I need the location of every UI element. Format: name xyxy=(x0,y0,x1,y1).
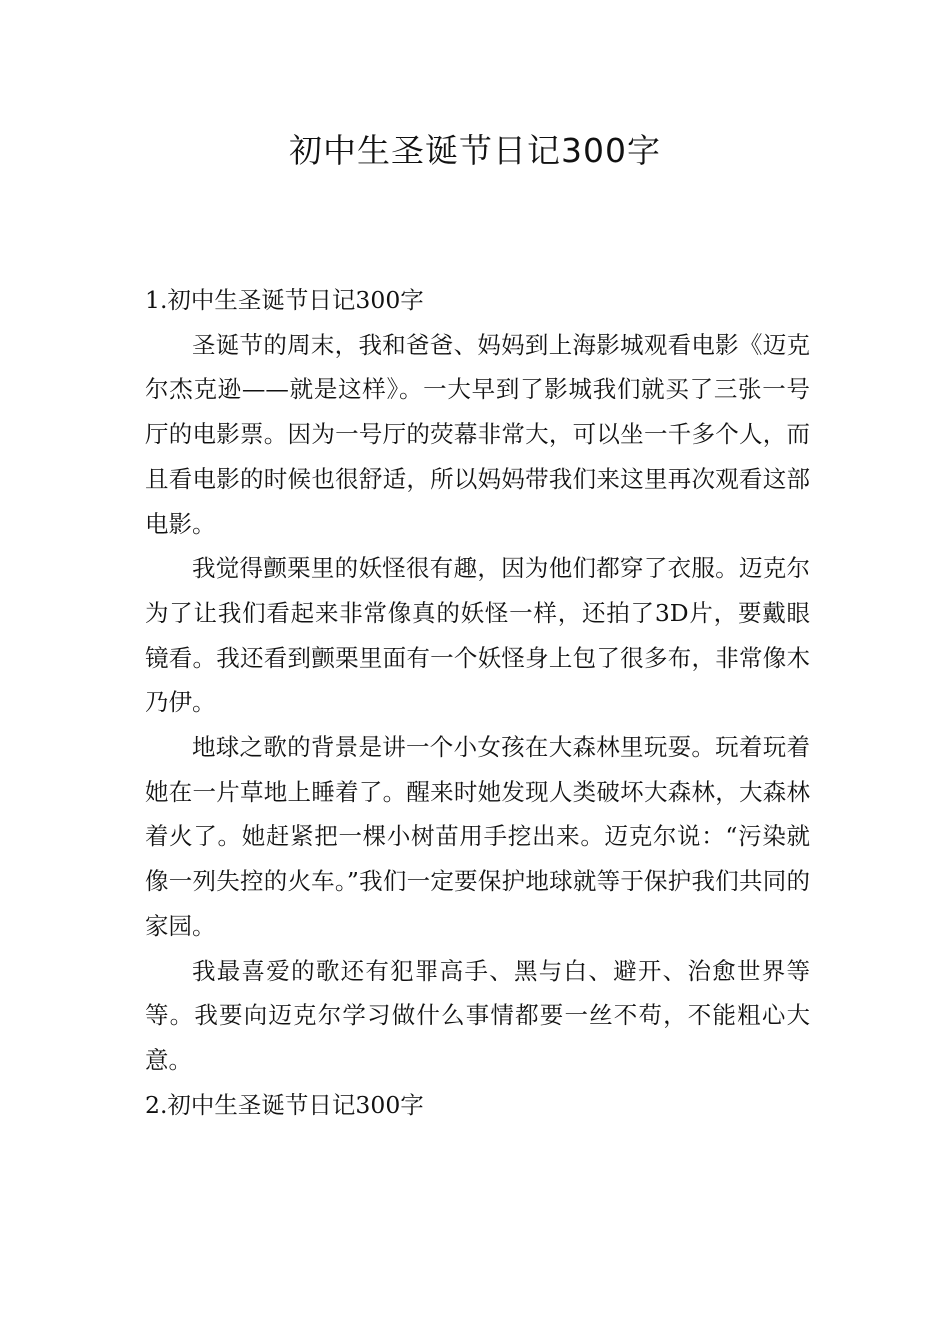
section-heading-1: 1.初中生圣诞节日记300字 xyxy=(145,286,424,314)
paragraph-1: 圣诞节的周末，我和爸爸、妈妈到上海影城观看电影《迈克尔杰克逊——就是这样》。一大早到了影城我们就买了三张一号厅的电影票。因为一号厅的荧幕非常大，可以坐一千多个人，而且看电影的时候也很舒适，所以妈妈带我们来这里再次观看这部电影。 xyxy=(145,330,810,538)
section-heading-2: 2.初中生圣诞节日记300字 xyxy=(145,1090,424,1119)
page-title: 初中生圣诞节日记300字 xyxy=(289,131,661,170)
paragraph-4: 我最喜爱的歌还有犯罪高手、黑与白、避开、治愈世界等等。我要向迈克尔学习做什么事情都要一丝不苟，不能粗心大意。 xyxy=(145,956,810,1074)
paragraph-2: 我觉得颤栗里的妖怪很有趣，因为他们都穿了衣服。迈克尔为了让我们看起来非常像真的妖怪一样，还拍了3D片，要戴眼镜看。我还看到颤栗里面有一个妖怪身上包了很多布，非常像木乃伊。 xyxy=(145,554,810,717)
paragraph-3: 地球之歌的背景是讲一个小女孩在大森林里玩耍。玩着玩着她在一片草地上睡着了。醒来时她发现人类破坏大森林，大森林着火了。她赶紧把一棵小树苗用手挖出来。迈克尔说：“污染就像一列失控的火车。”我们一定要保护地球就等于保护我们共同的家园。 xyxy=(145,733,810,940)
document-body xyxy=(145,278,810,1127)
